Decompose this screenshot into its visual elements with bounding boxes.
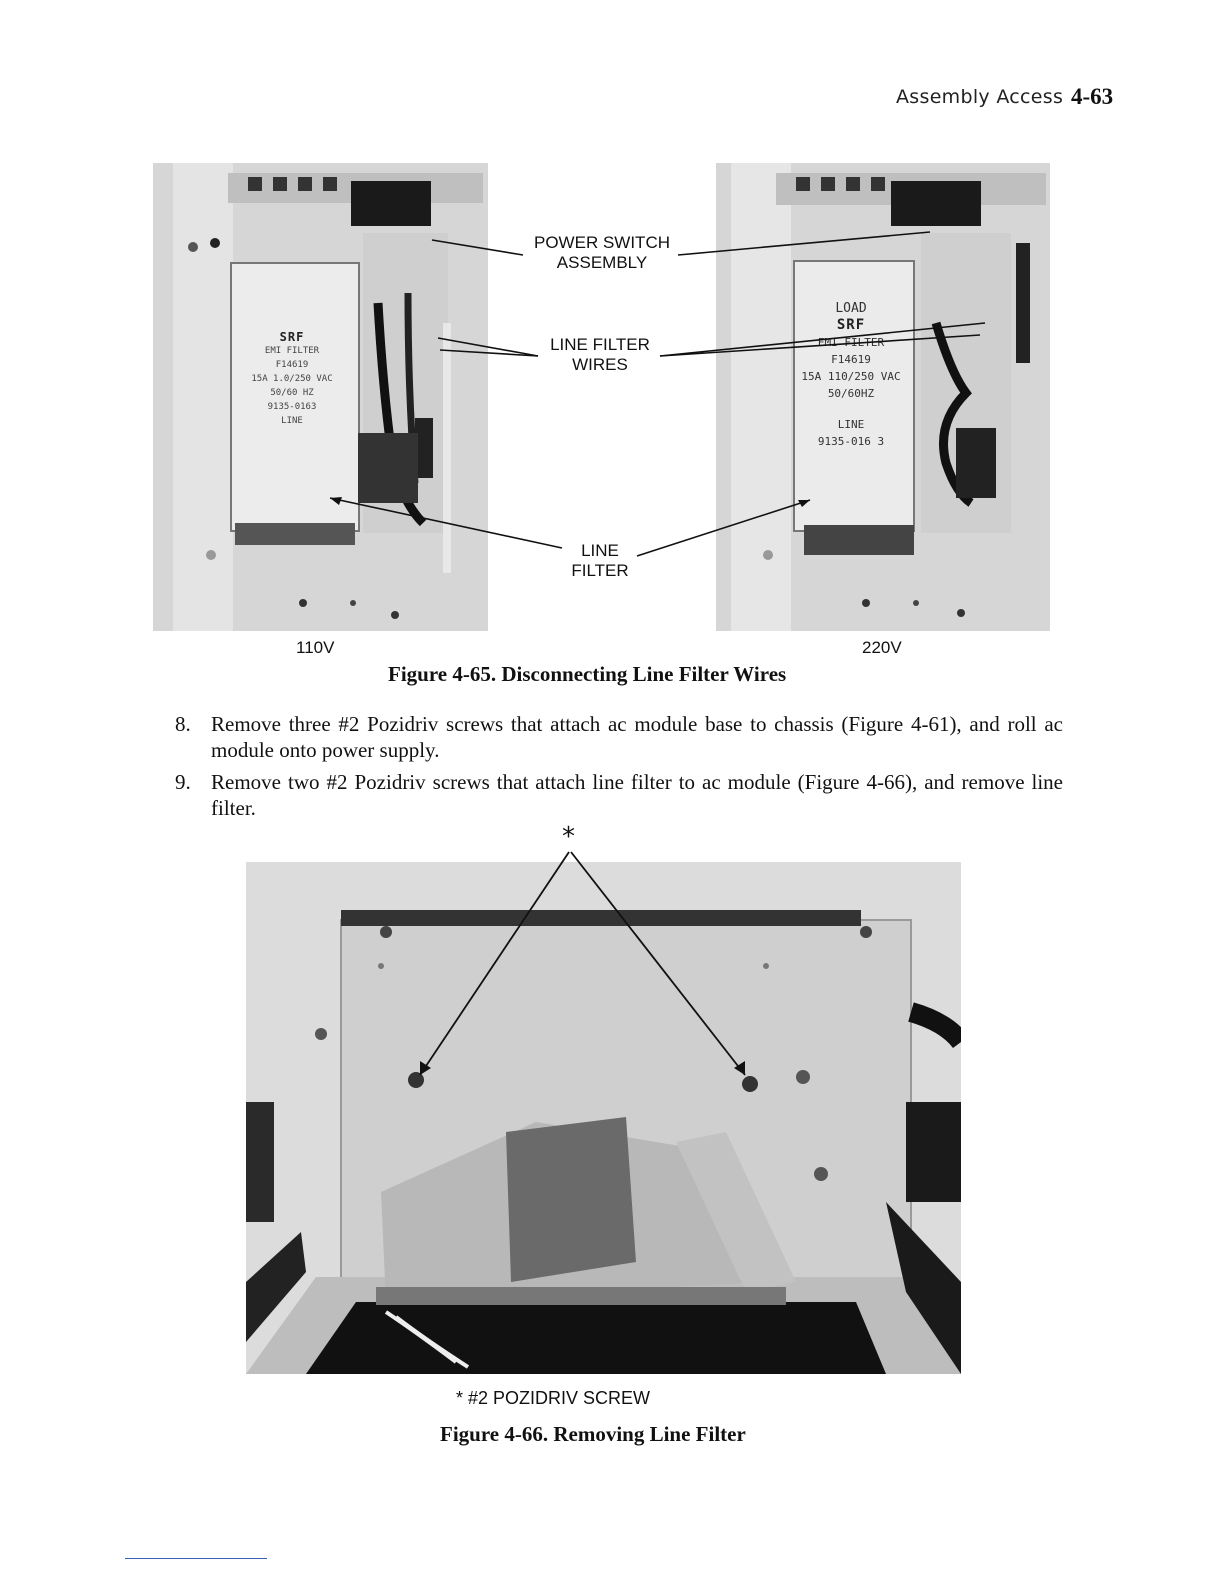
label-power-switch-line1: POWER SWITCH [534,233,670,252]
footnote-rule [125,1558,267,1559]
figure-66-legend: * #2 POZIDRIV SCREW [456,1388,651,1408]
step-8-text: Remove three #2 Pozidriv screws that attach ac module base to chassis (Figure 4-61), and roll ac module onto power supply. [211,712,1063,762]
left-filter-text-5: 9135-0163 [267,402,317,412]
left-filter-text-1: EMI FILTER [264,346,320,356]
left-filter-text-3: 15A 1.0/250 VAC [251,374,333,384]
right-filter-text-4: 15A 110/250 VAC [801,370,901,383]
photo-caption-110v: 110V [296,638,335,657]
page-number: 4-63 [1071,84,1114,109]
label-line-filter-line1: LINE [581,541,619,560]
right-filter-text-3: F14619 [831,353,871,366]
step-9-text: Remove two #2 Pozidriv screws that attach line filter to ac module (Figure 4-66), and remove line filter. [211,770,1063,820]
section-title: Assembly Access [896,86,1064,108]
label-power-switch-line2: ASSEMBLY [556,253,648,272]
left-filter-text-6: LINE [281,416,303,426]
figure-4-66-caption: Figure 4-66. Removing Line Filter [440,1422,746,1446]
left-filter-brand-logo: SRF [279,330,305,344]
figure-66-marker: * [562,822,575,852]
step-9-number: 9. [175,770,191,794]
right-filter-text-6: LINE [837,418,865,431]
label-line-filter-line2: FILTER [571,561,629,580]
left-filter-text-4: 50/60 HZ [270,388,314,398]
label-line-filter-wires-line2: WIRES [572,355,628,374]
right-filter-text-2: EMI FILTER [817,336,885,349]
right-filter-text-5: 50/60HZ [827,387,875,400]
right-filter-text-1: LOAD [835,301,867,316]
label-line-filter-wires-line1: LINE FILTER [550,335,650,354]
photo-caption-220v: 220V [862,638,902,657]
right-filter-text-7: 9135-016 3 [817,435,885,448]
figure-4-65-caption: Figure 4-65. Disconnecting Line Filter Wires [388,662,787,686]
left-filter-text-2: F14619 [275,360,309,370]
right-filter-brand-logo: SRF [836,317,866,333]
step-8-number: 8. [175,712,191,736]
